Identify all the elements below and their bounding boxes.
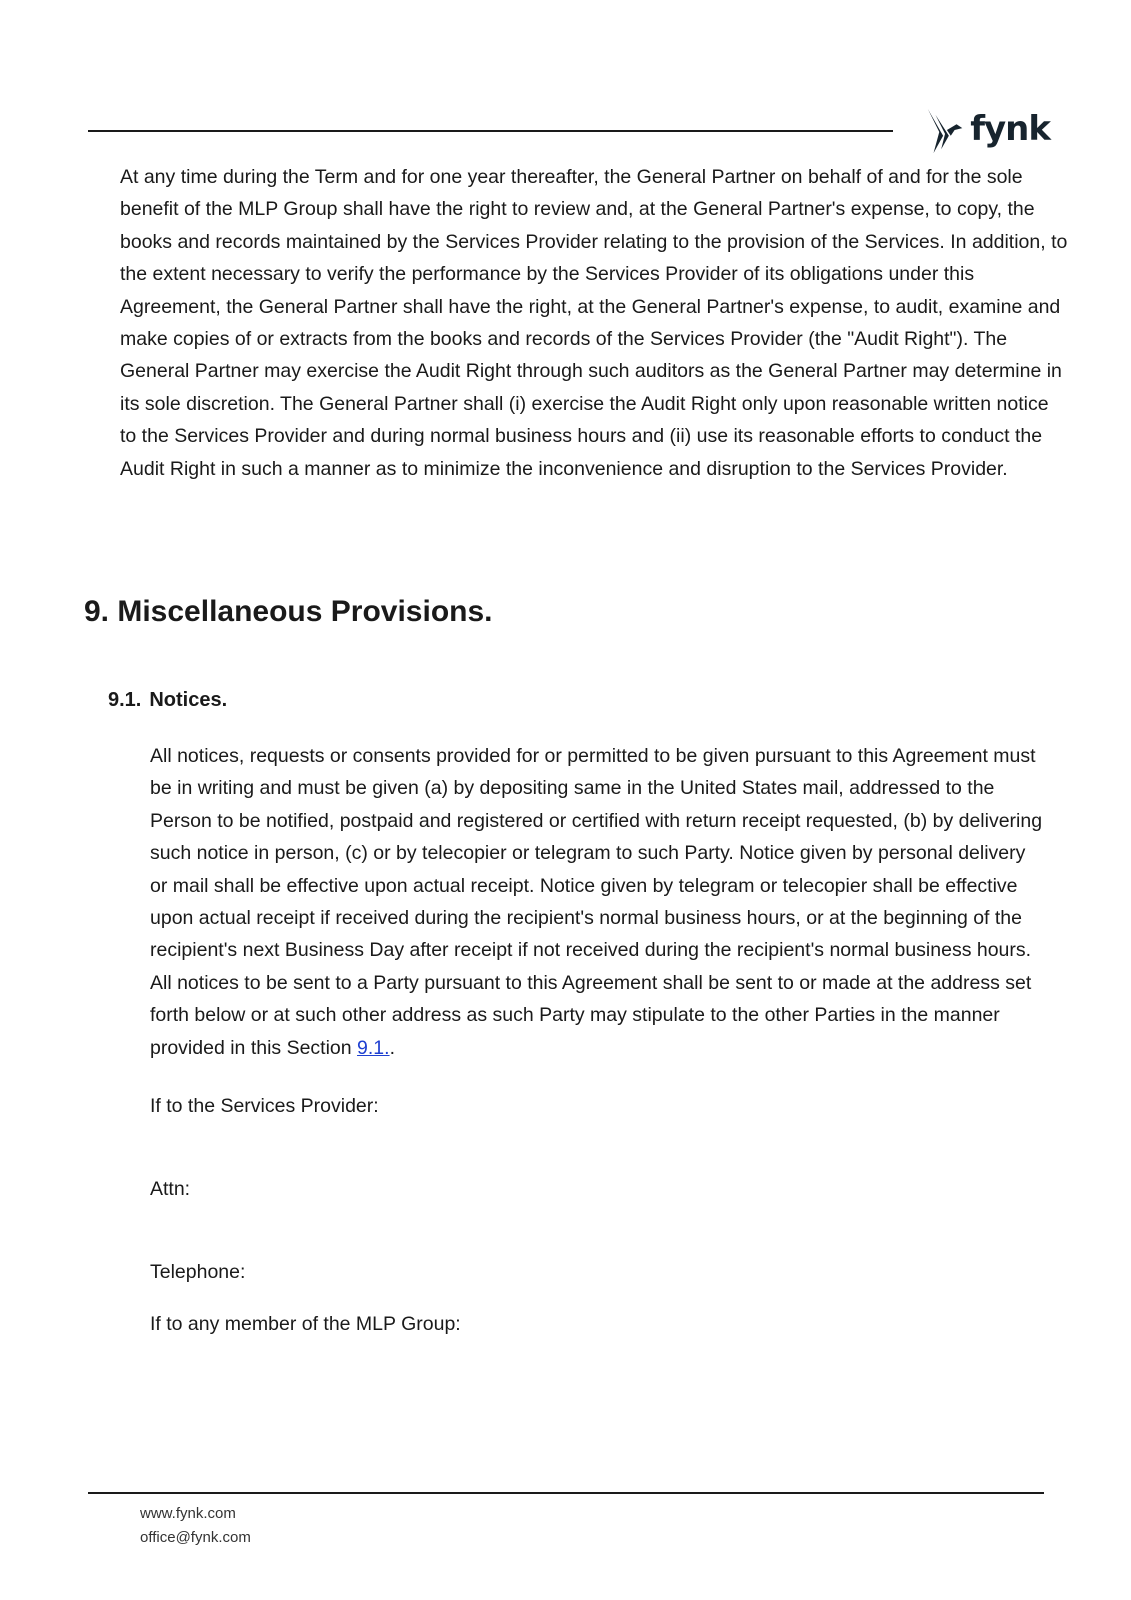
footer-email: office@fynk.com (140, 1529, 251, 1546)
section-heading: 9. Miscellaneous Provisions. (84, 595, 493, 628)
fynk-bird-logo-icon (922, 106, 964, 156)
notices-text: All notices, requests or consents provided for or permitted to be given pursuant to this Agreement must be in writing and must be given (a) by depositing same in the United States mail, addressed to the Person to be notified, postpaid and registered or certified with return receipt requested, (b) by delivering such notice in person, (c) or by telecopier or telegram to such Party. Notice given by personal delivery or mail shall be effective upon actual receipt. Notice given by telegram or telecopier shall be effective upon actual receipt if received during the recipient's normal business hours, or at the beginning of the recipient's next Business Day after receipt if not received during the recipient's normal business hours. All notices to be sent to a Party pursuant to this Agreement shall be sent to or made at the address set forth below or at such other address as such Party may stipulate to the other Parties in the manner provided in this Section (150, 745, 1043, 1059)
notices-paragraph (150, 740, 1045, 1064)
subsection-title: Notices. (149, 689, 228, 711)
footer-website: www.fynk.com (140, 1505, 236, 1522)
subsection-heading (108, 688, 227, 712)
attn-label: Attn: (150, 1178, 191, 1200)
notices-end: . (389, 1036, 395, 1059)
services-provider-label: If to the Services Provider: (150, 1095, 379, 1117)
telephone-label: Telephone: (150, 1261, 246, 1283)
audit-right-paragraph: At any time during the Term and for one year thereafter, the General Partner on behalf of and for the sole benefit of the MLP Group shall have the right to review and, at the General Partner's expense, to copy, the books and records maintained by the Services Provider relating to the provision of the Services. In addition, to the extent necessary to verify the performance by the Services Provider of its obligations under this Agreement, the General Partner shall have the right, at the General Partner's expense, to audit, examine and make copies of or extracts from the books and records of the Services Provider (the "Audit Right"). The General Partner may exercise the Audit Right through such auditors as the General Partner may determine in its sole discretion. The General Partner shall (i) exercise the Audit Right only upon reasonable written notice to the Services Provider and during normal business hours and (ii) use its reasonable efforts to conduct the Audit Right in such a manner as to minimize the inconvenience and disruption to the Services Provider. (120, 166, 1068, 480)
brand-name: fynk (970, 109, 1050, 149)
footer-divider (88, 1492, 1044, 1494)
header-divider (88, 130, 893, 132)
subsection-number: 9.1. (108, 689, 142, 711)
brand-logo (922, 106, 1050, 156)
mlp-group-label: If to any member of the MLP Group: (150, 1313, 461, 1335)
section-reference-link[interactable]: 9.1. (357, 1036, 390, 1059)
